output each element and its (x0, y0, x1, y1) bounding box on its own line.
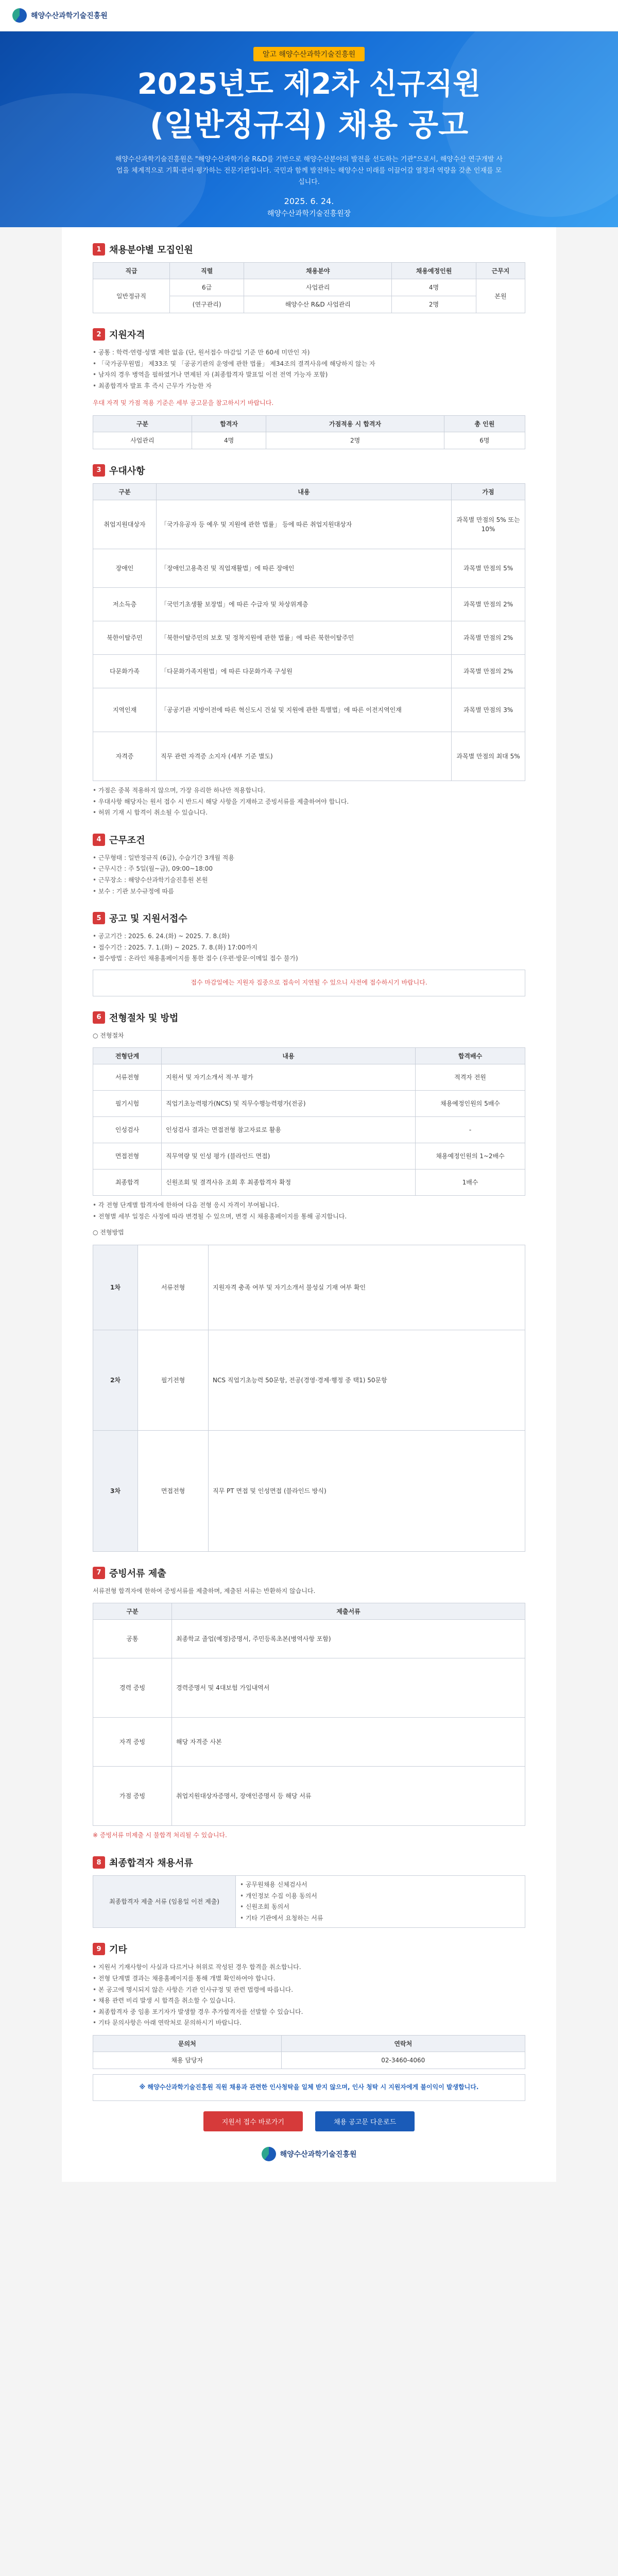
table-row (93, 1718, 525, 1767)
table-cell: 취업지원대상자 (93, 500, 157, 549)
table-cell: 과목별 만점의 2% (452, 654, 525, 688)
section-number: 1 (93, 243, 105, 256)
table-cell: 자격 증빙 (93, 1718, 172, 1767)
list-item: • 접수방법 : 온라인 채용홈페이지를 통한 접수 (우편·방문·이메일 접수 불가) (93, 953, 525, 964)
list-item: • 지원서 기재사항이 사실과 다르거나 허위로 작성된 경우 합격을 취소합니다. (93, 1962, 525, 1973)
table-cell: 본원 (476, 279, 525, 313)
table-cell: 취업지원대상자증명서, 장애인증명서 등 해당 서류 (172, 1767, 525, 1826)
section-number: 4 (93, 834, 105, 846)
application-notice: 접수 마감일에는 지원자 집중으로 접속이 지연될 수 있으니 사전에 접수하시기 바랍니다. (93, 970, 525, 996)
hero-title-line2: (일반정규직) 채용 공고 (149, 107, 469, 143)
table-cell: 직무역량 및 인성 평가 (블라인드 면접) (162, 1143, 416, 1170)
table-cell: 6명 (444, 432, 525, 449)
section-number: 5 (93, 912, 105, 924)
table-cell: 2명 (392, 296, 476, 313)
table-header: 합격배수 (416, 1048, 525, 1064)
table-cell: 「국민기초생활 보장법」에 따른 수급자 및 차상위계층 (157, 587, 452, 621)
qualification-note: 우대 자격 및 가점 적용 기준은 세부 공고문을 참고하시기 바랍니다. (93, 399, 274, 407)
table-cell: 과목별 만점의 5% 또는 10% (452, 500, 525, 549)
list-item: • 근무장소 : 해양수산과학기술진흥원 본원 (93, 875, 525, 886)
process-notes (93, 1200, 525, 1222)
list-item: • 전형 단계별 결과는 채용홈페이지를 통해 개별 확인하여야 합니다. (93, 1973, 525, 1985)
table-row (93, 587, 525, 621)
final-documents-table (93, 1875, 525, 1928)
table-header: 내용 (162, 1048, 416, 1064)
list-item: • 기타 기관에서 요청하는 서류 (240, 1913, 521, 1924)
hero-description: 해양수산과학기술진흥원은 "해양수산과학기술 R&D를 기반으로 해양수산분야의 발전을 선도하는 기관"으로서, 해양수산 연구개발 사업을 체계적으로 기획·관리·평가하는 전문기관입니다. 국민과 함께 발전하는 해양수산 미래를 이끌어갈 열정과 역량을 갖춘 인재를 모십니다. (115, 155, 503, 186)
table-cell: 면접전형 (93, 1143, 162, 1170)
table-cell: 과목별 만점의 3% (452, 688, 525, 732)
table-row (93, 1245, 525, 1330)
table-cell: 해당 자격증 사본 (172, 1718, 525, 1767)
section-title: 우대사항 (109, 465, 145, 477)
table-header: 구분 (93, 415, 192, 432)
table-cell: 「국가유공자 등 예우 및 지원에 관한 법률」 등에 따른 취업지원대상자 (157, 500, 452, 549)
table-cell: 최종합격 (93, 1170, 162, 1196)
list-item: • 전형별 세부 일정은 사정에 따라 변경될 수 있으며, 변경 시 채용홈페이지를 통해 공지합니다. (93, 1211, 525, 1223)
table-cell: 북한이탈주민 (93, 621, 157, 654)
table-row (93, 1430, 525, 1551)
table-header: 제출서류 (172, 1603, 525, 1620)
table-cell: 채용 담당자 (93, 2052, 282, 2069)
table-row (93, 432, 525, 449)
table-header: 합격자 (192, 415, 266, 432)
section-number: 6 (93, 1011, 105, 1024)
table-cell: 최종학교 졸업(예정)증명서, 주민등록초본(병역사항 포함) (172, 1620, 525, 1658)
table-cell: 지원서 및 자기소개서 적·부 평가 (162, 1064, 416, 1091)
table-cell: 인성검사 (93, 1117, 162, 1143)
table-cell: 사업관리 (244, 279, 392, 296)
table-header: 가점 (452, 483, 525, 500)
subsection-title: ○ 전형방법 (93, 1229, 124, 1236)
table-cell: 저소득층 (93, 587, 157, 621)
section-documents (93, 1566, 525, 1841)
hero-badge: 알고 해양수산과학기술진흥원 (253, 47, 365, 61)
table-cell: 6급 (169, 279, 244, 296)
page-footer (0, 2182, 618, 2228)
table-cell: 경력 증빙 (93, 1658, 172, 1718)
contact-table (93, 2035, 525, 2069)
section-number: 9 (93, 1943, 105, 1955)
documents-intro: 서류전형 합격자에 한하여 증빙서류를 제출하며, 제출된 서류는 반환하지 않습니다. (93, 1587, 316, 1595)
table-cell: 일반정규직 (93, 279, 170, 313)
button-row (93, 2111, 525, 2131)
table-cell: 1차 (93, 1245, 138, 1330)
table-cell: - (416, 1117, 525, 1143)
table-cell: 「공공기관 지방이전에 따른 혁신도시 건설 및 지원에 관한 특별법」에 따른 이전지역인재 (157, 688, 452, 732)
table-cell: 경력증명서 및 4대보험 가입내역서 (172, 1658, 525, 1718)
org-logo-icon (12, 8, 27, 23)
final-notice: ※ 해양수산과학기술진흥원 직원 채용과 관련한 인사청탁을 일체 받지 않으며, 인사 청탁 시 지원자에게 불이익이 발생합니다. (93, 2074, 525, 2101)
work-conditions-list (93, 853, 525, 897)
table-cell: 신원조회 및 결격사유 조회 후 최종합격자 확정 (162, 1170, 416, 1196)
apply-button[interactable]: 지원서 접수 바로가기 (203, 2111, 303, 2131)
table-row (93, 500, 525, 549)
table-header: 내용 (157, 483, 452, 500)
table-row (93, 279, 525, 296)
list-item: • 가점은 중복 적용하지 않으며, 가장 유리한 하나만 적용합니다. (93, 785, 525, 796)
table-row (93, 1170, 525, 1196)
section-final-documents (93, 1856, 525, 1928)
notice-content (62, 227, 556, 2182)
table-cell: 서류전형 (138, 1245, 209, 1330)
documents-notice: ※ 증빙서류 미제출 시 불합격 처리될 수 있습니다. (93, 1832, 227, 1839)
table-cell: 과목별 만점의 2% (452, 621, 525, 654)
table-cell: 과목별 만점의 최대 5% (452, 732, 525, 781)
table-cell: 직무 PT 면접 및 인성면접 (블라인드 방식) (209, 1430, 525, 1551)
table-cell: 공통 (93, 1620, 172, 1658)
section-preference (93, 464, 525, 819)
table-cell: 서류전형 (93, 1064, 162, 1091)
table-header: 근무지 (476, 263, 525, 279)
download-button[interactable]: 채용 공고문 다운로드 (315, 2111, 415, 2131)
table-header: 구분 (93, 483, 157, 500)
table-header: 문의처 (93, 2036, 282, 2052)
list-item: • 공고기간 : 2025. 6. 24.(화) ~ 2025. 7. 8.(화) (93, 931, 525, 942)
list-item: • 근무형태 : 일반정규직 (6급), 수습기간 3개월 적용 (93, 853, 525, 864)
section-recruit-count (93, 243, 525, 313)
table-row (93, 688, 525, 732)
table-cell: 해양수산 R&D 사업관리 (244, 296, 392, 313)
list-item: • 개인정보 수집 이용 동의서 (240, 1891, 521, 1902)
table-row (93, 1767, 525, 1826)
table-cell: 자격증 (93, 732, 157, 781)
section-selection-process (93, 1011, 525, 1552)
table-row (93, 1143, 525, 1170)
list-item: • 근무시간 : 주 5일(월~금), 09:00~18:00 (93, 863, 525, 875)
table-row (93, 732, 525, 781)
table-row (93, 2052, 525, 2069)
method-table (93, 1245, 525, 1552)
qualification-list (93, 347, 525, 392)
list-item: • 우대사항 해당자는 원서 접수 시 반드시 해당 사항을 기재하고 증빙서류를 제출하여야 합니다. (93, 796, 525, 808)
table-row (93, 1330, 525, 1430)
section-title: 공고 및 지원서접수 (109, 913, 187, 925)
section-etc (93, 1942, 525, 2131)
table-cell: 2명 (266, 432, 444, 449)
preference-notes (93, 785, 525, 819)
list-item: • 남자의 경우 병역을 필하였거나 면제된 자 (최종합격자 발표일 이전 전역 가능자 포함) (93, 369, 525, 381)
table-cell: 과목별 만점의 2% (452, 587, 525, 621)
list-item: • 신원조회 동의서 (240, 1902, 521, 1913)
list-item: • 최종합격자 발표 후 즉시 근무가 가능한 자 (93, 381, 525, 392)
section-title: 전형절차 및 방법 (109, 1012, 179, 1024)
table-row (93, 549, 525, 587)
section-number: 3 (93, 464, 105, 477)
table-header: 채용분야 (244, 263, 392, 279)
table-row (93, 654, 525, 688)
table-cell: 4명 (192, 432, 266, 449)
application-list (93, 931, 525, 964)
table-row (93, 1064, 525, 1091)
table-cell: 장애인 (93, 549, 157, 587)
list-item: • 공통 : 학력·연령·성별 제한 없음 (단, 원서접수 마감일 기준 만 60세 미만인 자) (93, 347, 525, 359)
section-application (93, 911, 525, 996)
table-row (93, 1658, 525, 1718)
list-item: • 최종합격자 중 임용 포기자가 발생할 경우 추가합격자를 선발할 수 있습니다. (93, 2007, 525, 2018)
table-cell: NCS 직업기초능력 50문항, 전공(경영·경제·행정 중 택1) 50문항 (209, 1330, 525, 1430)
table-row (93, 1876, 525, 1928)
hero-date: 2025. 6. 24. (284, 196, 334, 206)
section-number: 7 (93, 1567, 105, 1579)
footer-org-name: 해양수산과학기술진흥원 (280, 2150, 357, 2159)
section-title: 기타 (109, 1944, 127, 1956)
org-name: 해양수산과학기술진흥원 (31, 12, 108, 20)
recruit-table (93, 262, 525, 313)
hero-title-line1: 2025년도 제2차 신규직원 (137, 67, 481, 101)
table-cell: 4명 (392, 279, 476, 296)
org-logo-icon (262, 2147, 276, 2161)
table-cell: 다문화가족 (93, 654, 157, 688)
list-item: • 「국가공무원법」 제33조 및 「공공기관의 운영에 관한 법률」 제34조의 결격사유에 해당하지 않는 자 (93, 359, 525, 370)
section-title: 증빙서류 제출 (109, 1568, 166, 1579)
footer-logo (93, 2147, 525, 2161)
table-header: 채용예정인원 (392, 263, 476, 279)
subsection-title: ○ 전형절차 (93, 1031, 124, 1039)
top-bar (0, 0, 618, 31)
table-cell: 「다문화가족지원법」에 따른 다문화가족 구성원 (157, 654, 452, 688)
list-item: • 채용 관련 비리 발생 시 합격을 취소할 수 있습니다. (93, 1995, 525, 2007)
table-cell: 직업기초능력평가(NCS) 및 직무수행능력평가(전공) (162, 1091, 416, 1117)
list-item: • 접수기간 : 2025. 7. 1.(화) ~ 2025. 7. 8.(화) 17:00까지 (93, 942, 525, 954)
table-cell: 최종합격자 제출 서류 (임용일 이전 제출) (93, 1876, 236, 1928)
section-work-conditions (93, 833, 525, 897)
table-cell: 가점 증빙 (93, 1767, 172, 1826)
list-item: • 허위 기재 시 합격이 취소될 수 있습니다. (93, 807, 525, 819)
table-cell: 3차 (93, 1430, 138, 1551)
table-cell: 지원자격 충족 여부 및 자기소개서 불성실 기재 여부 확인 (209, 1245, 525, 1330)
preference-table (93, 483, 525, 781)
hero-org: 해양수산과학기술진흥원장 (267, 209, 351, 218)
qualification-table (93, 415, 525, 449)
table-header: 가점적용 시 합격자 (266, 415, 444, 432)
section-number: 2 (93, 328, 105, 341)
hero-banner (0, 31, 618, 227)
table-cell: 과목별 만점의 5% (452, 549, 525, 587)
etc-list (93, 1962, 525, 2029)
section-title: 채용분야별 모집인원 (109, 245, 193, 256)
table-cell: 직무 관련 자격증 소지자 (세부 기준 별도) (157, 732, 452, 781)
table-row (93, 1620, 525, 1658)
list-item: • 각 전형 단계별 합격자에 한하여 다음 전형 응시 자격이 부여됩니다. (93, 1200, 525, 1211)
section-qualification (93, 328, 525, 449)
table-header: 연락처 (281, 2036, 525, 2052)
table-cell (236, 1876, 525, 1928)
table-row (93, 1117, 525, 1143)
table-cell: 채용예정인원의 1~2배수 (416, 1143, 525, 1170)
table-header: 총 인원 (444, 415, 525, 432)
process-table (93, 1047, 525, 1196)
table-header: 구분 (93, 1603, 172, 1620)
section-title: 근무조건 (109, 835, 145, 846)
section-title: 지원자격 (109, 330, 145, 341)
table-header: 직렬 (169, 263, 244, 279)
table-cell: 필기시험 (93, 1091, 162, 1117)
table-cell: 2차 (93, 1330, 138, 1430)
table-cell: 적격자 전원 (416, 1064, 525, 1091)
table-cell: 02-3460-4060 (281, 2052, 525, 2069)
table-row (93, 1091, 525, 1117)
documents-table (93, 1603, 525, 1826)
list-item: • 공무원채용 신체검사서 (240, 1879, 521, 1891)
list-item: • 보수 : 기관 보수규정에 따름 (93, 886, 525, 897)
list-item: • 본 공고에 명시되지 않은 사항은 기관 인사규정 및 관련 법령에 따릅니다. (93, 1985, 525, 1996)
list-item: • 기타 문의사항은 아래 연락처로 문의하시기 바랍니다. (93, 2018, 525, 2029)
table-cell: 필기전형 (138, 1330, 209, 1430)
table-cell: 「장애인고용촉진 및 직업재활법」에 따른 장애인 (157, 549, 452, 587)
section-title: 최종합격자 채용서류 (109, 1858, 193, 1869)
section-number: 8 (93, 1856, 105, 1869)
table-cell: 지역인재 (93, 688, 157, 732)
table-header: 전형단계 (93, 1048, 162, 1064)
table-cell: 인성검사 결과는 면접전형 참고자료로 활용 (162, 1117, 416, 1143)
table-row (93, 621, 525, 654)
table-cell: (연구관리) (169, 296, 244, 313)
table-cell: 1배수 (416, 1170, 525, 1196)
table-header: 직급 (93, 263, 170, 279)
table-cell: 채용예정인원의 5배수 (416, 1091, 525, 1117)
table-cell: 면접전형 (138, 1430, 209, 1551)
table-cell: 「북한이탈주민의 보호 및 정착지원에 관한 법률」에 따른 북한이탈주민 (157, 621, 452, 654)
table-cell: 사업관리 (93, 432, 192, 449)
